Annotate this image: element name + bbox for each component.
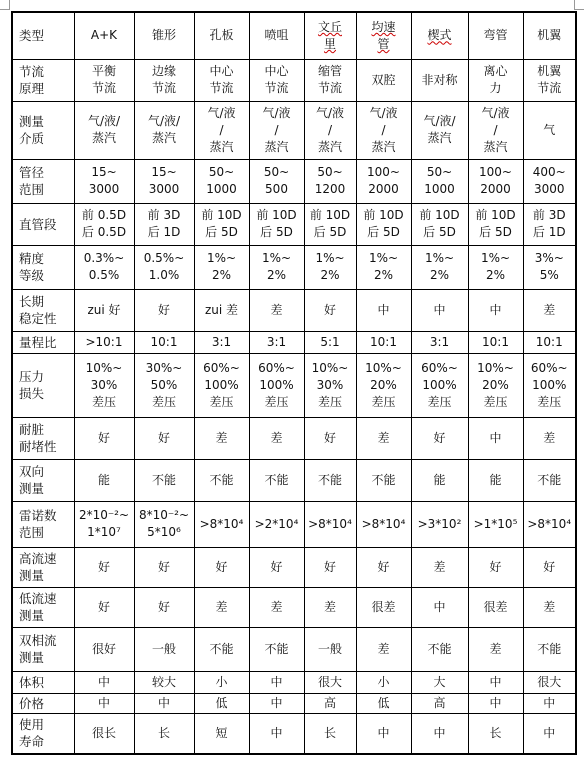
row-header: 直管段 [12, 203, 74, 245]
table-cell: 中 [74, 671, 134, 693]
table-cell: 差 [249, 587, 304, 627]
table-cell: >8*10⁴ [304, 501, 356, 547]
table-cell: 15~ 3000 [134, 159, 194, 203]
table-cell: 好 [134, 289, 194, 331]
table-row [12, 693, 576, 713]
table-cell: 10%~ 20% 差压 [468, 353, 523, 417]
table-cell: 很大 [523, 671, 576, 693]
table-cell: 好 [74, 587, 134, 627]
table-cell: 60%~ 100% 差压 [194, 353, 249, 417]
table-cell: 很差 [468, 587, 523, 627]
table-cell: 60%~ 100% 差压 [411, 353, 468, 417]
table-cell: 小 [194, 671, 249, 693]
table-cell: 0.5%~ 1.0% [134, 245, 194, 289]
table-cell: 1%~ 2% [356, 245, 411, 289]
table-row [12, 501, 576, 547]
table-cell: 差 [194, 417, 249, 459]
table-cell: zui 差 [194, 289, 249, 331]
table-cell: 好 [249, 547, 304, 587]
table-cell: 3:1 [194, 331, 249, 353]
table-cell: 1%~ 2% [304, 245, 356, 289]
table-cell: 中 [468, 289, 523, 331]
table-cell: 中 [468, 417, 523, 459]
table-cell: 好 [134, 587, 194, 627]
row-header: 体积 [12, 671, 74, 693]
table-row [12, 331, 576, 353]
page-corner-mark [574, 0, 584, 10]
column-header: 弯管 [468, 12, 523, 59]
row-header: 使用 寿命 [12, 713, 74, 754]
table-cell: 差 [523, 417, 576, 459]
table-cell: 不能 [356, 459, 411, 501]
table-cell: 缩管 节流 [304, 59, 356, 101]
table-cell: 1%~ 2% [468, 245, 523, 289]
table-cell: 60%~ 100% 差压 [523, 353, 576, 417]
table-cell: 10:1 [468, 331, 523, 353]
row-header: 双向 测量 [12, 459, 74, 501]
column-header: 孔板 [194, 12, 249, 59]
table-cell: 中 [249, 671, 304, 693]
table-cell: 气/液 / 蒸汽 [468, 101, 523, 159]
column-header: 锥形 [134, 12, 194, 59]
row-header: 耐脏 耐堵性 [12, 417, 74, 459]
table-cell: 中心 节流 [194, 59, 249, 101]
row-header: 节流 原理 [12, 59, 74, 101]
table-cell: 中 [74, 693, 134, 713]
table-cell: 双腔 [356, 59, 411, 101]
table-cell: 1%~ 2% [249, 245, 304, 289]
row-header: 长期 稳定性 [12, 289, 74, 331]
table-cell: 好 [74, 547, 134, 587]
table-cell: 前 10D 后 5D [194, 203, 249, 245]
table-cell: 不能 [249, 459, 304, 501]
table-cell: 中 [411, 289, 468, 331]
row-header: 压力 损失 [12, 353, 74, 417]
table-row [12, 547, 576, 587]
table-cell: 差 [468, 627, 523, 671]
column-header: 喷咀 [249, 12, 304, 59]
table-cell: 前 3D 后 1D [134, 203, 194, 245]
table-cell: 差 [304, 587, 356, 627]
table-row [12, 289, 576, 331]
table-cell: 能 [74, 459, 134, 501]
table-cell: 1%~ 2% [411, 245, 468, 289]
row-header: 高流速 测量 [12, 547, 74, 587]
table-cell: 10%~ 20% 差压 [356, 353, 411, 417]
table-cell: 好 [304, 289, 356, 331]
table-cell: 高 [304, 693, 356, 713]
table-cell: 气/液 / 蒸汽 [249, 101, 304, 159]
table-cell: 100~ 2000 [468, 159, 523, 203]
table-cell: 很好 [74, 627, 134, 671]
table-cell: 小 [356, 671, 411, 693]
table-cell: 10:1 [356, 331, 411, 353]
table-row [12, 713, 576, 754]
table-cell: 气 [523, 101, 576, 159]
row-header: 管径 范围 [12, 159, 74, 203]
table-cell: 好 [523, 547, 576, 587]
table-cell: 0.3%~ 0.5% [74, 245, 134, 289]
table-cell: 1%~ 2% [194, 245, 249, 289]
table-cell: 好 [134, 547, 194, 587]
table-row [12, 671, 576, 693]
column-header: A+K [74, 12, 134, 59]
table-cell: 中 [523, 713, 576, 754]
table-cell: 中心 节流 [249, 59, 304, 101]
table-row [12, 159, 576, 203]
table-cell: 气/液/ 蒸汽 [134, 101, 194, 159]
table-cell: 中 [468, 671, 523, 693]
table-cell: 很差 [356, 587, 411, 627]
table-cell: >10:1 [74, 331, 134, 353]
table-cell: 平衡 节流 [74, 59, 134, 101]
table-cell: >2*10⁴ [249, 501, 304, 547]
table-cell: 机翼 节流 [523, 59, 576, 101]
column-header: 均速 管 [356, 12, 411, 59]
table-cell: 差 [523, 289, 576, 331]
table-cell: 中 [249, 713, 304, 754]
table-cell: 50~ 1200 [304, 159, 356, 203]
row-header: 雷诺数 范围 [12, 501, 74, 547]
table-cell: 不能 [249, 627, 304, 671]
table-cell: 50~ 500 [249, 159, 304, 203]
page-corner-mark [0, 0, 10, 10]
table-row [12, 627, 576, 671]
table-cell: >3*10² [411, 501, 468, 547]
table-row [12, 353, 576, 417]
table-cell: 较大 [134, 671, 194, 693]
table-cell: 10%~ 30% 差压 [74, 353, 134, 417]
table-cell: 好 [194, 547, 249, 587]
table-cell: 前 10D 后 5D [356, 203, 411, 245]
table-cell: 非对称 [411, 59, 468, 101]
table-cell: >8*10⁴ [356, 501, 411, 547]
table-cell: 差 [356, 417, 411, 459]
table-cell: 能 [411, 459, 468, 501]
table-cell: 5:1 [304, 331, 356, 353]
table-cell: 好 [134, 417, 194, 459]
table-cell: 差 [249, 289, 304, 331]
table-cell: 长 [134, 713, 194, 754]
table-row [12, 459, 576, 501]
table-cell: 好 [74, 417, 134, 459]
table-cell: 中 [523, 693, 576, 713]
table-cell: 60%~ 100% 差压 [249, 353, 304, 417]
table-row [12, 245, 576, 289]
table-row [12, 12, 576, 59]
table-cell: 气/液 / 蒸汽 [356, 101, 411, 159]
table-cell: 很大 [304, 671, 356, 693]
flowmeter-comparison-table [11, 11, 577, 755]
table-cell: 100~ 2000 [356, 159, 411, 203]
table-cell: 10:1 [134, 331, 194, 353]
table-cell: 好 [468, 547, 523, 587]
table-cell: zui 好 [74, 289, 134, 331]
table-cell: 高 [411, 693, 468, 713]
table-cell: >8*10⁴ [194, 501, 249, 547]
table-cell: 前 10D 后 5D [468, 203, 523, 245]
table-cell: 中 [356, 289, 411, 331]
table-cell: 50~ 1000 [411, 159, 468, 203]
table-cell: 中 [134, 693, 194, 713]
table-cell: 差 [523, 587, 576, 627]
table-cell: 大 [411, 671, 468, 693]
table-row [12, 417, 576, 459]
table-cell: 前 10D 后 5D [249, 203, 304, 245]
row-header: 类型 [12, 12, 74, 59]
table-cell: 50~ 1000 [194, 159, 249, 203]
table-cell: 中 [356, 713, 411, 754]
column-header: 楔式 [411, 12, 468, 59]
table-cell: 好 [304, 417, 356, 459]
row-header: 低流速 测量 [12, 587, 74, 627]
row-header: 双相流 测量 [12, 627, 74, 671]
table-cell: 不能 [411, 627, 468, 671]
table-cell: 400~ 3000 [523, 159, 576, 203]
column-header: 文丘 里 [304, 12, 356, 59]
table-cell: 边缘 节流 [134, 59, 194, 101]
table-cell: 好 [411, 417, 468, 459]
table-cell: 差 [249, 417, 304, 459]
table-cell: 前 3D 后 1D [523, 203, 576, 245]
table-cell: 低 [194, 693, 249, 713]
row-header: 精度 等级 [12, 245, 74, 289]
table-cell: 不能 [523, 459, 576, 501]
table-cell: >1*10⁵ [468, 501, 523, 547]
table-cell: 15~ 3000 [74, 159, 134, 203]
table-cell: 中 [411, 713, 468, 754]
table-cell: 气/液/ 蒸汽 [411, 101, 468, 159]
table-cell: 10:1 [523, 331, 576, 353]
table-cell: 不能 [523, 627, 576, 671]
table-cell: 好 [356, 547, 411, 587]
table-cell: 10%~ 30% 差压 [304, 353, 356, 417]
table-cell: 长 [468, 713, 523, 754]
table-row [12, 203, 576, 245]
table-cell: 能 [468, 459, 523, 501]
table-cell: 差 [411, 547, 468, 587]
table-cell: 前 10D 后 5D [411, 203, 468, 245]
table-cell: 3:1 [411, 331, 468, 353]
table-cell: 一般 [134, 627, 194, 671]
table-cell: 30%~ 50% 差压 [134, 353, 194, 417]
table-cell: 差 [356, 627, 411, 671]
table-cell: 不能 [134, 459, 194, 501]
table-cell: 低 [356, 693, 411, 713]
table-cell: 不能 [194, 627, 249, 671]
table-row [12, 59, 576, 101]
table-cell: 3%~ 5% [523, 245, 576, 289]
table-cell: 很长 [74, 713, 134, 754]
table-row [12, 101, 576, 159]
table-cell: 气/液/ 蒸汽 [74, 101, 134, 159]
table-cell: 中 [249, 693, 304, 713]
row-header: 量程比 [12, 331, 74, 353]
table-cell: 气/液 / 蒸汽 [304, 101, 356, 159]
table-cell: 离心 力 [468, 59, 523, 101]
table-cell: 中 [411, 587, 468, 627]
table-cell: 前 10D 后 5D [304, 203, 356, 245]
row-header: 测量 介质 [12, 101, 74, 159]
table-row [12, 587, 576, 627]
table-cell: 不能 [194, 459, 249, 501]
table-cell: 2*10⁻²~ 1*10⁷ [74, 501, 134, 547]
table-cell: 一般 [304, 627, 356, 671]
column-header: 机翼 [523, 12, 576, 59]
table-cell: 长 [304, 713, 356, 754]
row-header: 价格 [12, 693, 74, 713]
table-cell: 短 [194, 713, 249, 754]
table-cell: 气/液 / 蒸汽 [194, 101, 249, 159]
table-cell: 3:1 [249, 331, 304, 353]
table-cell: >8*10⁴ [523, 501, 576, 547]
table-cell: 好 [304, 547, 356, 587]
table-cell: 前 0.5D 后 0.5D [74, 203, 134, 245]
table-cell: 8*10⁻²~ 5*10⁶ [134, 501, 194, 547]
table-cell: 不能 [304, 459, 356, 501]
table-cell: 差 [194, 587, 249, 627]
table-cell: 中 [468, 693, 523, 713]
